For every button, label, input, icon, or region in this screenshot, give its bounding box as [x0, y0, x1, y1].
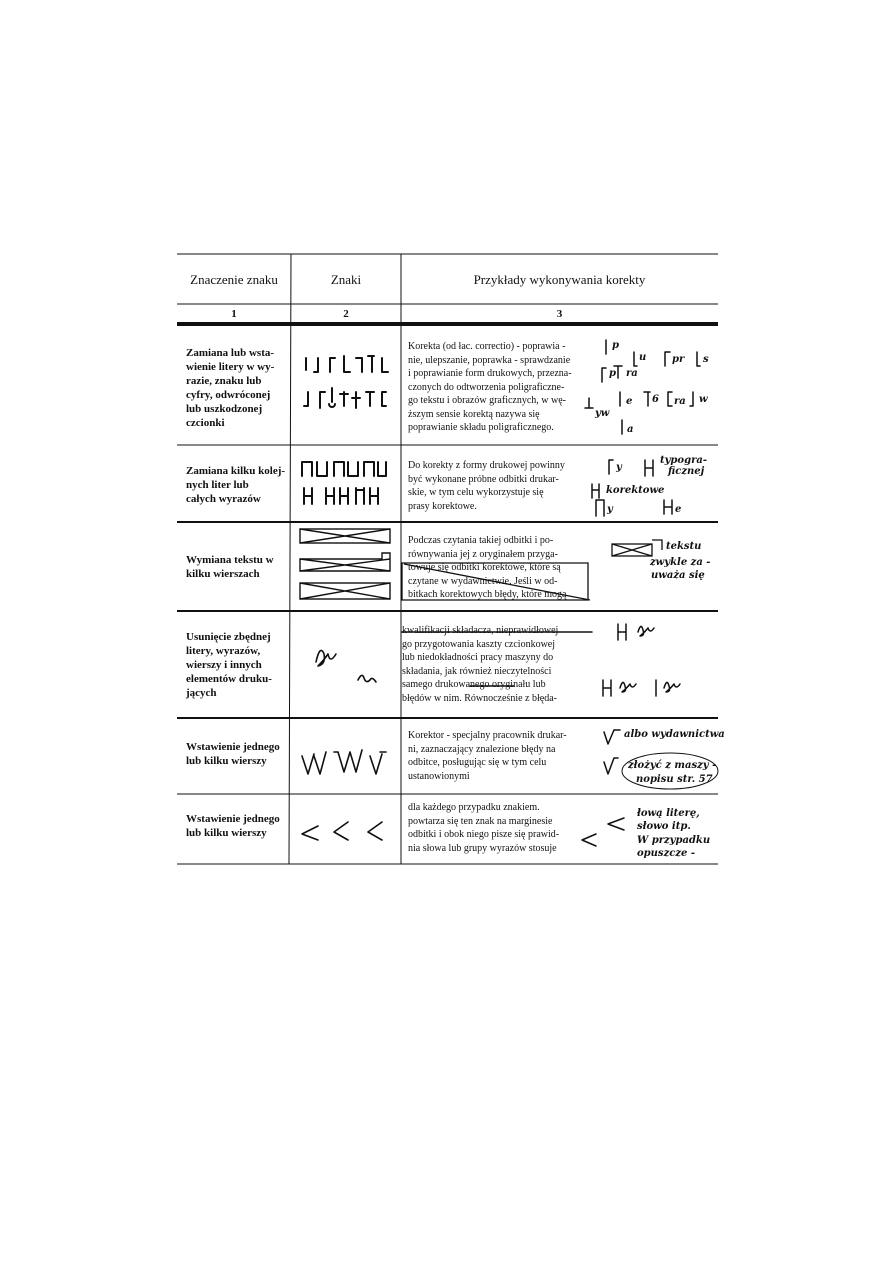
- margin-note: p: [609, 368, 616, 379]
- margin-note: yw: [595, 408, 610, 419]
- row-example-text: dla każdego przypadku znakiem. powtarza się ten znak na marginesie odbitki i obok niego pisze się prawid- nia słowa lub grupy wyrazów stosuje: [408, 802, 560, 854]
- margin-note: tekstu: [666, 541, 702, 552]
- margin-note: e: [626, 396, 633, 407]
- margin-note: typogra-: [660, 455, 707, 466]
- margin-note: słowo itp.: [637, 821, 691, 832]
- margin-note: p: [612, 340, 619, 351]
- margin-note: zwykle za -: [650, 557, 711, 568]
- column-number-2: 2: [343, 308, 349, 320]
- margin-note: ra: [626, 368, 638, 379]
- row-label: Wstawienie jednego lub kilku wierszy: [186, 741, 280, 767]
- row-label: Zamiana kilku kolej- nych liter lub całych wyrazów: [186, 465, 286, 505]
- row-example-text: Korektor - specjalny pracownik drukar- ni, zaznaczający znalezione błędy na odbitce, posługując się w tym celu ustanowionymi: [408, 730, 567, 782]
- margin-note: u: [639, 352, 647, 363]
- margin-note: uważa się: [651, 570, 705, 581]
- margin-note: nopisu str. 57: [636, 774, 713, 785]
- row-label: Usunięcie zbędnej litery, wyrazów, wierszy i innych elementów druku- jących: [186, 631, 272, 699]
- row-label: Wstawienie jednego lub kilku wierszy: [186, 813, 280, 839]
- margin-note: W przypadku: [637, 835, 711, 846]
- margin-note: złożyć z maszy -: [628, 760, 717, 771]
- margin-note: łową literę,: [637, 808, 700, 819]
- header-examples: Przykłady wykonywania korekty: [473, 272, 646, 287]
- margin-note: e: [675, 504, 682, 515]
- row-example-text: Korekta (od łac. correctio) - poprawia - nie, ulepszanie, poprawka - sprawdzanie i poprawianie form drukowych, przezna- czonych do odtworzenia poligraficzne- go tekstu i obrazów graficznych, w wę- ższym sensie korektą nazywa się poprawianie składu poligraficznego.: [408, 341, 572, 433]
- margin-note: ficznej: [668, 466, 705, 477]
- margin-note: y: [616, 462, 622, 473]
- row-example-text: kwalifikacji składacza, nieprawidłowej go przygotowania kaszty czcionkowej lub niedokładności pracy maszyny do składania, jak również nieczytelności samego drukowanego oryginału lub błędów w nim. Równocześnie z błęda-: [402, 625, 559, 704]
- header-meaning: Znaczenie znaku: [190, 272, 278, 287]
- column-number-3: 3: [556, 308, 563, 320]
- margin-note: korektowe: [606, 485, 665, 496]
- margin-note: a: [627, 424, 634, 435]
- column-number-1: 1: [231, 308, 237, 320]
- margin-note: s: [703, 354, 709, 365]
- margin-note: ra: [674, 396, 686, 407]
- row-example-text: Do korekty z formy drukowej powinny być wykonane próbne odbitki drukar- skie, w tym celu wykorzystuje się prasy korektowe.: [408, 460, 565, 512]
- margin-note: opuszcze -: [637, 848, 696, 859]
- margin-note: y: [607, 504, 613, 515]
- margin-note: w: [699, 394, 708, 405]
- margin-note: 6: [652, 394, 659, 405]
- row-label: Wymiana tekstu w kilku wierszach: [186, 554, 274, 580]
- header-signs: Znaki: [330, 272, 362, 287]
- margin-note: pr: [672, 354, 685, 365]
- row-label: Zamiana lub wsta- wienie litery w wy- razie, znaku lub cyfry, odwróconej lub uszkodzonej czcionki: [186, 347, 275, 429]
- margin-note: albo wydawnictwa: [624, 729, 725, 740]
- row-example-text: Podczas czytania takiej odbitki i po- równywania jej z oryginałem przyga- towuje się odbitki korektowe, które są czytane w wydawnictwie. Jeśli w od- bitkach korektowych błędy, które mogą: [408, 535, 567, 600]
